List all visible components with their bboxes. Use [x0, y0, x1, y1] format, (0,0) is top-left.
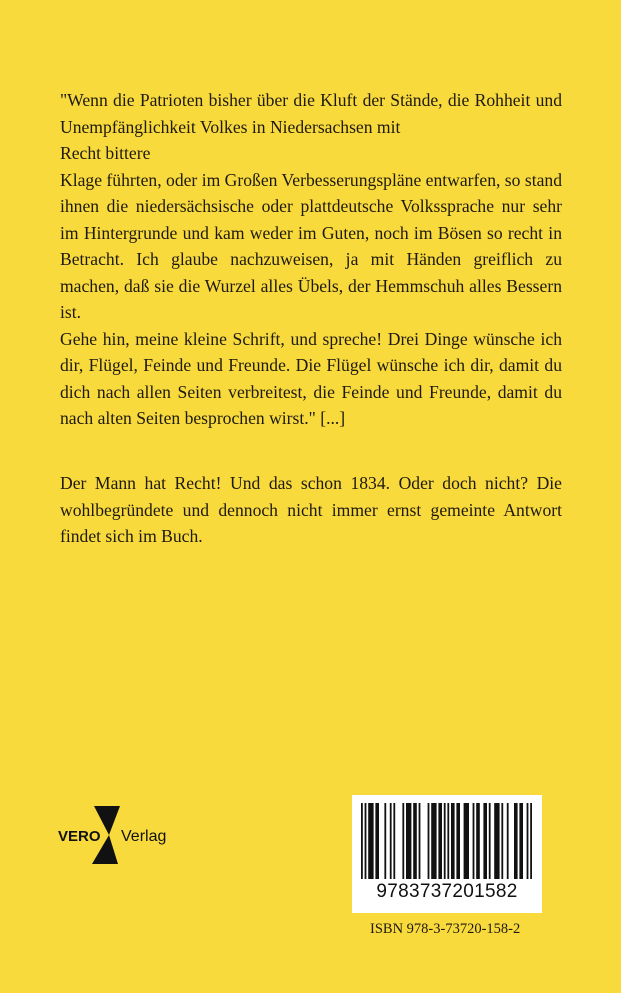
barcode-bars [352, 795, 542, 885]
logo-suffix: Verlag [121, 828, 167, 845]
back-cover-quote [60, 87, 562, 432]
back-cover-comment [60, 470, 562, 550]
barcode-bar [489, 803, 491, 879]
barcode-bar [476, 803, 480, 879]
quote-paragraph-1-line-1: "Wenn die Patrioten bisher über die Kluft der Stände, die Rohheit und Unempfänglichkeit Volkes in Niedersachsen mit [60, 90, 562, 137]
barcode-bar [514, 803, 518, 879]
barcode-bar [431, 803, 436, 879]
isbn-label: ISBN 978-3-73720-158-2 [370, 921, 521, 937]
barcode-bar [375, 803, 379, 879]
barcode-bar [519, 803, 523, 879]
barcode-bar [393, 803, 395, 879]
quote-paragraph-1-line-2: Recht bittere [60, 143, 151, 163]
barcode-bar [456, 803, 460, 879]
barcode-bar [530, 803, 532, 879]
barcode-bar [438, 803, 442, 879]
barcode-bar [473, 803, 475, 879]
barcode-bar [428, 803, 430, 879]
barcode-bar [444, 803, 446, 879]
barcode-bar [413, 803, 417, 879]
barcode-bar [390, 803, 392, 879]
quote-paragraph-1 [60, 87, 562, 167]
barcode-bar [406, 803, 411, 879]
barcode-bar [361, 803, 363, 879]
quote-paragraph-2: Klage führten, oder im Großen Verbesserungspläne entwarfen, so stand ihnen die niedersächsische oder plattdeutsche Volkssprache nur sehr im Hintergrunde und kam weder im Guten, noch im Bösen so recht in Betracht. Ich glaube nachzuweisen, ja mit Händen greiflich zu machen, daß sie die Wurzel alles Übels, der Hemmschuh alles Bessern ist. [60, 169, 562, 322]
barcode-digits: 9783737201582 [376, 881, 518, 902]
quote-paragraph-3: Gehe hin, meine kleine Schrift, und spreche! Drei Dinge wünsche ich dir, Flügel, Feinde und Freunde. Die Flügel wünsche ich dir, damit du dich nach allen Seiten verbreitest, die Feinde und Freunde, damit du nach alten Seiten besprochen wirst." [...] [60, 328, 562, 428]
barcode-bar [402, 803, 404, 879]
barcode-bar [494, 803, 499, 879]
barcode-bar [501, 803, 503, 879]
publisher-logo [58, 803, 178, 867]
logo-word: VERO [58, 828, 101, 845]
barcode-bar [368, 803, 373, 879]
barcode-bar [447, 803, 449, 879]
vero-bowtie-logo-icon [58, 803, 178, 867]
barcode-bar [464, 803, 469, 879]
barcode-bar [527, 803, 529, 879]
barcode-bar [365, 803, 367, 879]
barcode-bar [419, 803, 421, 879]
barcode-bar [451, 803, 455, 879]
barcode-bar [384, 803, 386, 879]
barcode-bar [483, 803, 487, 879]
comment-text: Der Mann hat Recht! Und das schon 1834. Oder doch nicht? Die wohlbegründete und dennoch nicht immer ernst gemeinte Antwort findet sich im Buch. [60, 473, 562, 546]
barcode-bar [507, 803, 509, 879]
barcode [352, 795, 542, 913]
